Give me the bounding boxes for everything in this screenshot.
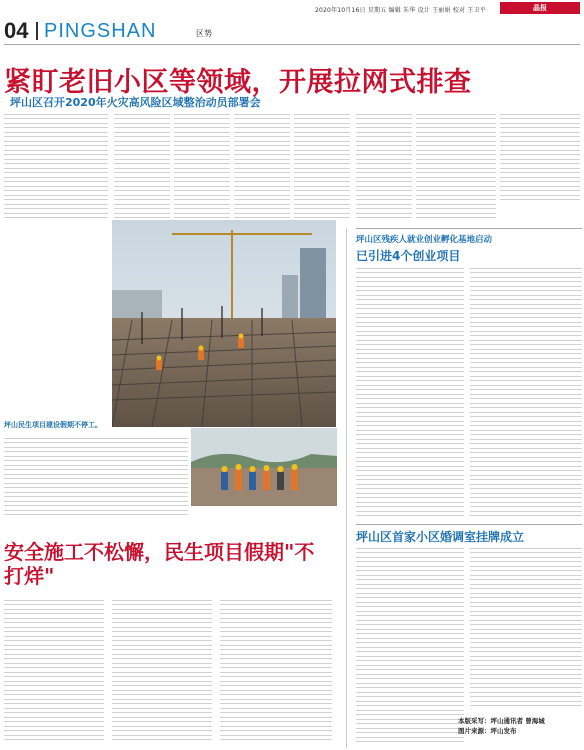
right-section1-title-line2: 已引进4个创业项目: [356, 249, 461, 263]
right-section1-title-line1: 坪山区残疾人就业创业孵化基地启动: [356, 235, 493, 245]
section2-column-2: [112, 600, 212, 744]
construction-photo-illustration: [112, 220, 336, 427]
right-section2-column-2: [470, 548, 582, 708]
section2-column-1: [4, 600, 104, 744]
right-section2-column-1: [356, 548, 464, 744]
lead-paragraph: [4, 114, 108, 222]
section-name: PINGSHAN: [44, 20, 157, 42]
top-info-bar: [0, 0, 584, 16]
page-masthead: [0, 16, 584, 46]
right-section1-rule: [356, 228, 582, 229]
credit-author: 本版采写：坪山通讯者 曾海城: [458, 717, 545, 725]
right-section1-column-1: [356, 268, 464, 516]
credit-photo: 图片来源：坪山发布: [458, 727, 517, 735]
workers-photo: [191, 428, 337, 506]
photo-caption: 坪山民生项目建设假期不停工。: [4, 421, 102, 429]
newspaper-logo: 晶报: [500, 2, 580, 14]
section2-headline: 安全施工不松懈，民生项目假期"不打烊": [4, 540, 315, 588]
workers-photo-illustration: [191, 428, 337, 506]
column-separator: [346, 228, 347, 748]
section2-intro: [4, 438, 188, 518]
section2-column-3: [220, 600, 332, 744]
article-credits: [458, 716, 582, 736]
article-column-4: [294, 114, 350, 218]
masthead-rule: [4, 44, 580, 45]
section-label: 区势: [196, 29, 212, 38]
right-section1-column-2: [470, 268, 582, 516]
issue-date-info: 2020年10月16日 星期五 编辑 朱华 设计 王丽娟 校对 王卫平: [315, 7, 486, 14]
right-section2-title: 坪山区首家小区婚调室挂牌成立: [356, 530, 525, 544]
right-section2-rule: [356, 524, 582, 525]
construction-site-photo: [112, 220, 336, 427]
article-column-7: [500, 114, 580, 204]
main-subhead: 坪山区召开2020年火灾高风险区域整治动员部署会: [10, 96, 261, 109]
right-section1-title: [356, 232, 582, 264]
article-column-3: [234, 114, 290, 218]
article-column-6: [416, 114, 496, 218]
masthead-divider: [36, 22, 38, 40]
main-headline: 紧盯老旧小区等领域，开展拉网式排查: [4, 67, 472, 98]
page-number: 04: [4, 18, 29, 43]
article-column-2: [174, 114, 230, 218]
article-column-1: [114, 114, 170, 218]
article-column-5: [356, 114, 412, 218]
